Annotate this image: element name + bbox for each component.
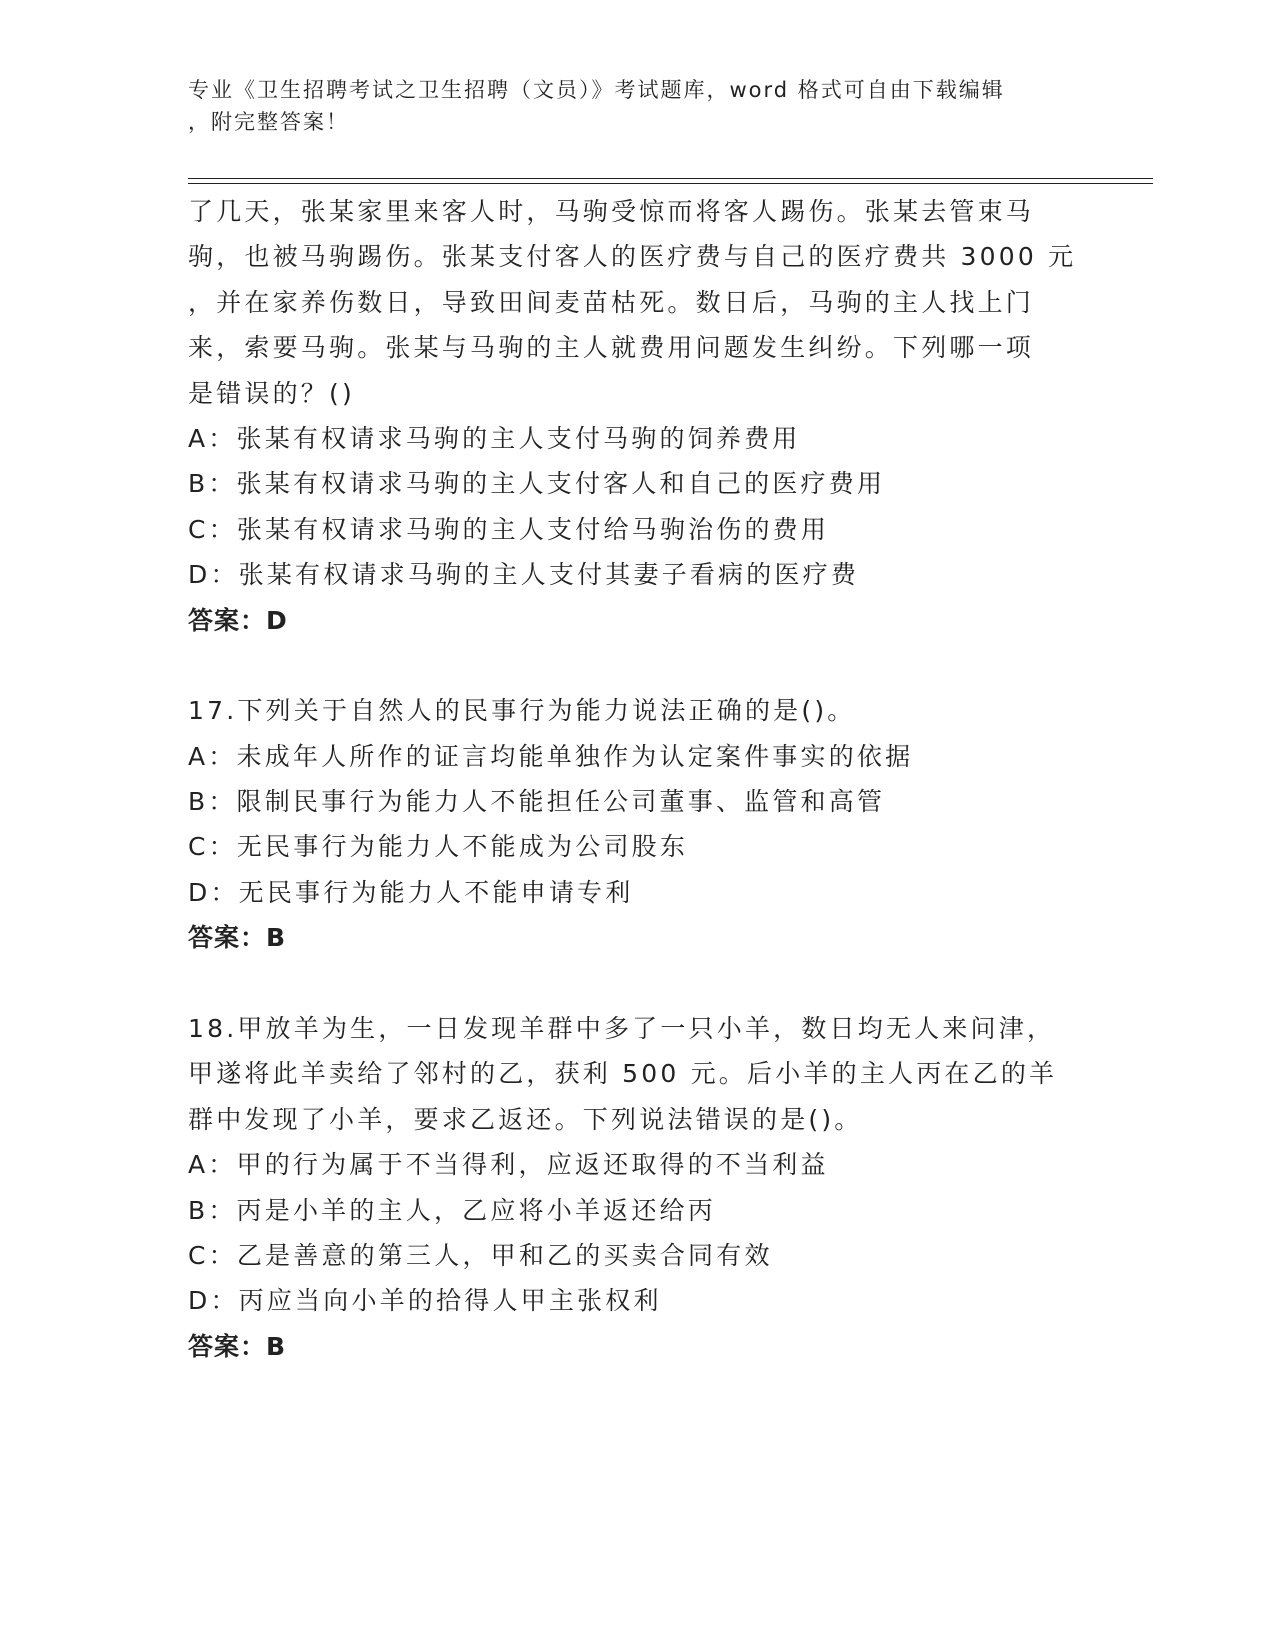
answer: 答案：B	[188, 923, 287, 953]
question-spacer	[188, 961, 1088, 1006]
header-divider-top	[188, 178, 1153, 179]
header-line-2: ，附完整答案！	[188, 110, 349, 134]
question-stem-line: 是错误的？()	[188, 378, 355, 408]
question-stem-line: 了几天，张某家里来客人时，马驹受惊而将客人踢伤。张某去管束马	[188, 197, 1035, 226]
question-18	[188, 1006, 1088, 1369]
question-stem-line: 18.甲放羊为生，一日发现羊群中多了一只小羊，数日均无人来问津，	[188, 1014, 1056, 1044]
question-stem-line: 驹，也被马驹踢伤。张某支付客人的医疗费与自己的医疗费共 3000 元	[188, 242, 1077, 272]
question-stem-line: 17.下列关于自然人的民事行为能力说法正确的是()。	[188, 696, 856, 726]
option-b: B：丙是小羊的主人，乙应将小羊返还给丙	[188, 1195, 716, 1225]
option-b: B：张某有权请求马驹的主人支付客人和自己的医疗费用	[188, 469, 886, 499]
question-spacer	[188, 643, 1088, 688]
option-b: B：限制民事行为能力人不能担任公司董事、监管和高管	[188, 787, 886, 817]
option-a: A：张某有权请求马驹的主人支付马驹的饲养费用	[188, 423, 801, 453]
question-stem-line: 甲遂将此羊卖给了邻村的乙，获利 500 元。后小羊的主人丙在乙的羊	[188, 1059, 1058, 1089]
question-stem-line: ，并在家养伤数日，导致田间麦苗枯死。数日后，马驹的主人找上门	[188, 287, 1035, 317]
question-17	[188, 688, 1088, 960]
question-stem-line: 群中发现了小羊，要求乙返还。下列说法错误的是()。	[188, 1104, 863, 1134]
question-list	[188, 189, 1088, 1369]
option-a: A：甲的行为属于不当得利，应返还取得的不当利益	[188, 1150, 829, 1180]
option-c: C：乙是善意的第三人，甲和乙的买卖合同有效	[188, 1240, 773, 1270]
header-divider-bottom	[188, 183, 1153, 184]
option-d: D：无民事行为能力人不能申请专利	[188, 877, 634, 907]
header-line-1: 专业《卫生招聘考试之卫生招聘（文员）》考试题库，word 格式可自由下载编辑	[188, 78, 1005, 102]
answer: 答案：D	[188, 605, 288, 635]
option-c: C：张某有权请求马驹的主人支付给马驹治伤的费用	[188, 514, 830, 544]
option-d: D：张某有权请求马驹的主人支付其妻子看病的医疗费	[188, 560, 860, 590]
document-header	[188, 74, 1068, 138]
answer: 答案：B	[188, 1331, 287, 1361]
option-d: D：丙应当向小羊的拾得人甲主张权利	[188, 1286, 662, 1316]
option-c: C：无民事行为能力人不能成为公司股东	[188, 832, 689, 862]
question-16	[188, 189, 1088, 643]
question-stem-line: 来，索要马驹。张某与马驹的主人就费用问题发生纠纷。下列哪一项	[188, 333, 1035, 363]
option-a: A：未成年人所作的证言均能单独作为认定案件事实的依据	[188, 741, 914, 771]
